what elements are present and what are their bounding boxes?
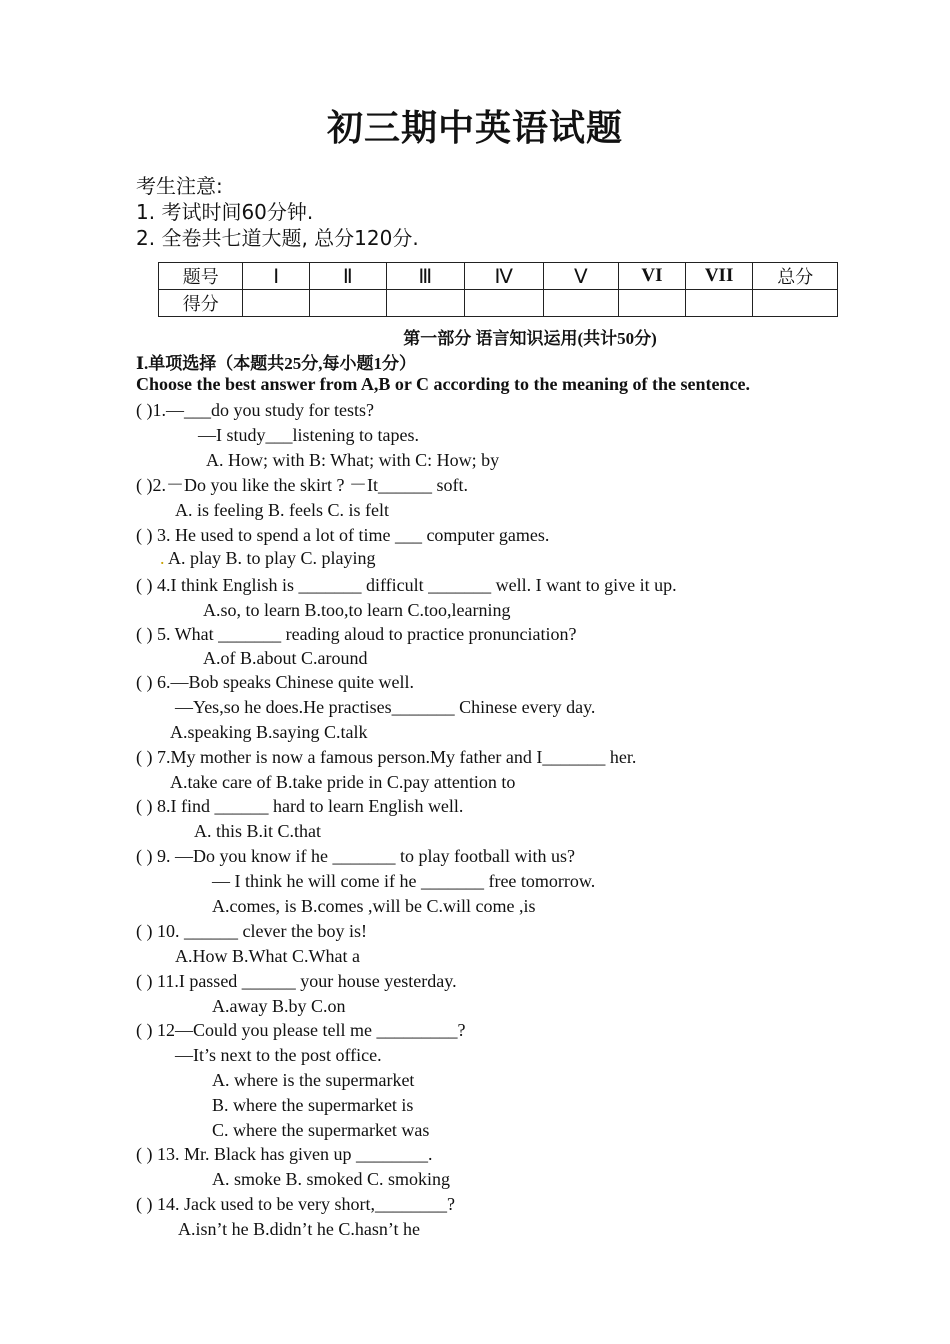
answer-options: A.away B.by C.on bbox=[212, 996, 346, 1016]
score-cell-empty bbox=[310, 290, 386, 317]
question-line: ( ) 7.My mother is now a famous person.My father and I_______ her. bbox=[136, 747, 637, 767]
answer-options: A. this B.it C.that bbox=[194, 821, 322, 841]
answer-options: A. is feeling B. feels C. is felt bbox=[175, 500, 389, 520]
score-cell-header: Ⅳ bbox=[465, 263, 544, 290]
section-instruction: Choose the best answer from A,B or C according to the meaning of the sentence. bbox=[136, 374, 750, 394]
part-title: 第一部分 语言知识运用(共计50分) bbox=[403, 329, 657, 348]
answer-options: A.How B.What C.What a bbox=[175, 946, 360, 966]
answer-options: A. play B. to play C. playing bbox=[168, 548, 376, 568]
answer-options: A.so, to learn B.too,to learn C.too,learning bbox=[203, 600, 511, 620]
score-table bbox=[158, 262, 838, 317]
question-line: ( )2.－Do you like the skirt ? －It______ soft. bbox=[136, 475, 468, 495]
score-cell-empty bbox=[386, 290, 465, 317]
question-line: ( ) 12—Could you please tell me _________? bbox=[136, 1020, 466, 1040]
question-line: ( ) 3. He used to spend a lot of time ___ computer games. bbox=[136, 525, 550, 545]
section-title: Ⅰ.单项选择（本题共25分,每小题1分） bbox=[136, 354, 416, 373]
score-cell-header: VII bbox=[685, 263, 753, 290]
question-line: ( ) 13. Mr. Black has given up ________. bbox=[136, 1144, 433, 1164]
score-cell-header: Ⅰ bbox=[243, 263, 310, 290]
question-line: —It’s next to the post office. bbox=[175, 1045, 382, 1065]
score-cell-empty bbox=[685, 290, 753, 317]
score-cell-empty bbox=[243, 290, 310, 317]
score-cell-header: Ⅱ bbox=[310, 263, 386, 290]
exam-notes bbox=[136, 173, 419, 251]
score-cell-empty bbox=[465, 290, 544, 317]
question-line: ( ) 10. ______ clever the boy is! bbox=[136, 921, 367, 941]
notes-heading: 考生注意: bbox=[136, 174, 223, 198]
question-line: ( ) 14. Jack used to be very short,________? bbox=[136, 1194, 455, 1214]
score-cell-header: Ⅴ bbox=[543, 263, 619, 290]
score-cell-empty bbox=[753, 290, 838, 317]
score-cell-empty bbox=[543, 290, 619, 317]
answer-options: A.speaking B.saying C.talk bbox=[170, 722, 368, 742]
question-line: —Yes,so he does.He practises_______ Chinese every day. bbox=[175, 697, 596, 717]
notes-item-time: 1. 考试时间60分钟. bbox=[136, 200, 314, 224]
answer-options: A.of B.about C.around bbox=[203, 648, 368, 668]
answer-options: A. How; with B: What; with C: How; by bbox=[206, 450, 500, 470]
answer-options: A. smoke B. smoked C. smoking bbox=[212, 1169, 451, 1189]
score-cell-label: 题号 bbox=[159, 263, 243, 290]
answer-options: A.take care of B.take pride in C.pay attention to bbox=[170, 772, 516, 792]
answer-option: B. where the supermarket is bbox=[212, 1095, 414, 1115]
answer-option: C. where the supermarket was bbox=[212, 1120, 430, 1140]
question-line: ( ) 5. What _______ reading aloud to practice pronunciation? bbox=[136, 624, 577, 644]
question-line: — I think he will come if he _______ free tomorrow. bbox=[212, 871, 596, 891]
score-table-header-row bbox=[159, 263, 838, 290]
score-cell-header: VI bbox=[619, 263, 686, 290]
question-line: ( )1.—___do you study for tests? bbox=[136, 400, 374, 420]
question-line: ( ) 6.—Bob speaks Chinese quite well. bbox=[136, 672, 414, 692]
score-cell-label: 得分 bbox=[159, 290, 243, 317]
score-cell-header: Ⅲ bbox=[386, 263, 465, 290]
answer-options: A.comes, is B.comes ,will be C.will come ,is bbox=[212, 896, 536, 916]
answer-options: A.isn’t he B.didn’t he C.hasn’t he bbox=[178, 1219, 420, 1239]
question-line: ( ) 9. —Do you know if he _______ to play football with us? bbox=[136, 846, 575, 866]
question-line: ( ) 8.I find ______ hard to learn English well. bbox=[136, 796, 464, 816]
bullet-dot: . bbox=[160, 548, 165, 568]
answer-option: A. where is the supermarket bbox=[212, 1070, 415, 1090]
score-cell-empty bbox=[619, 290, 686, 317]
question-line: —I study___listening to tapes. bbox=[198, 425, 419, 445]
question-line: ( ) 11.I passed ______ your house yesterday. bbox=[136, 971, 457, 991]
answer-options-row bbox=[160, 546, 376, 570]
question-line: ( ) 4.I think English is _______ difficult _______ well. I want to give it up. bbox=[136, 575, 677, 595]
notes-item-total: 2. 全卷共七道大题, 总分120分. bbox=[136, 226, 419, 250]
page-title: 初三期中英语试题 bbox=[326, 108, 623, 149]
score-table-score-row bbox=[159, 290, 838, 317]
score-cell-total: 总分 bbox=[753, 263, 838, 290]
